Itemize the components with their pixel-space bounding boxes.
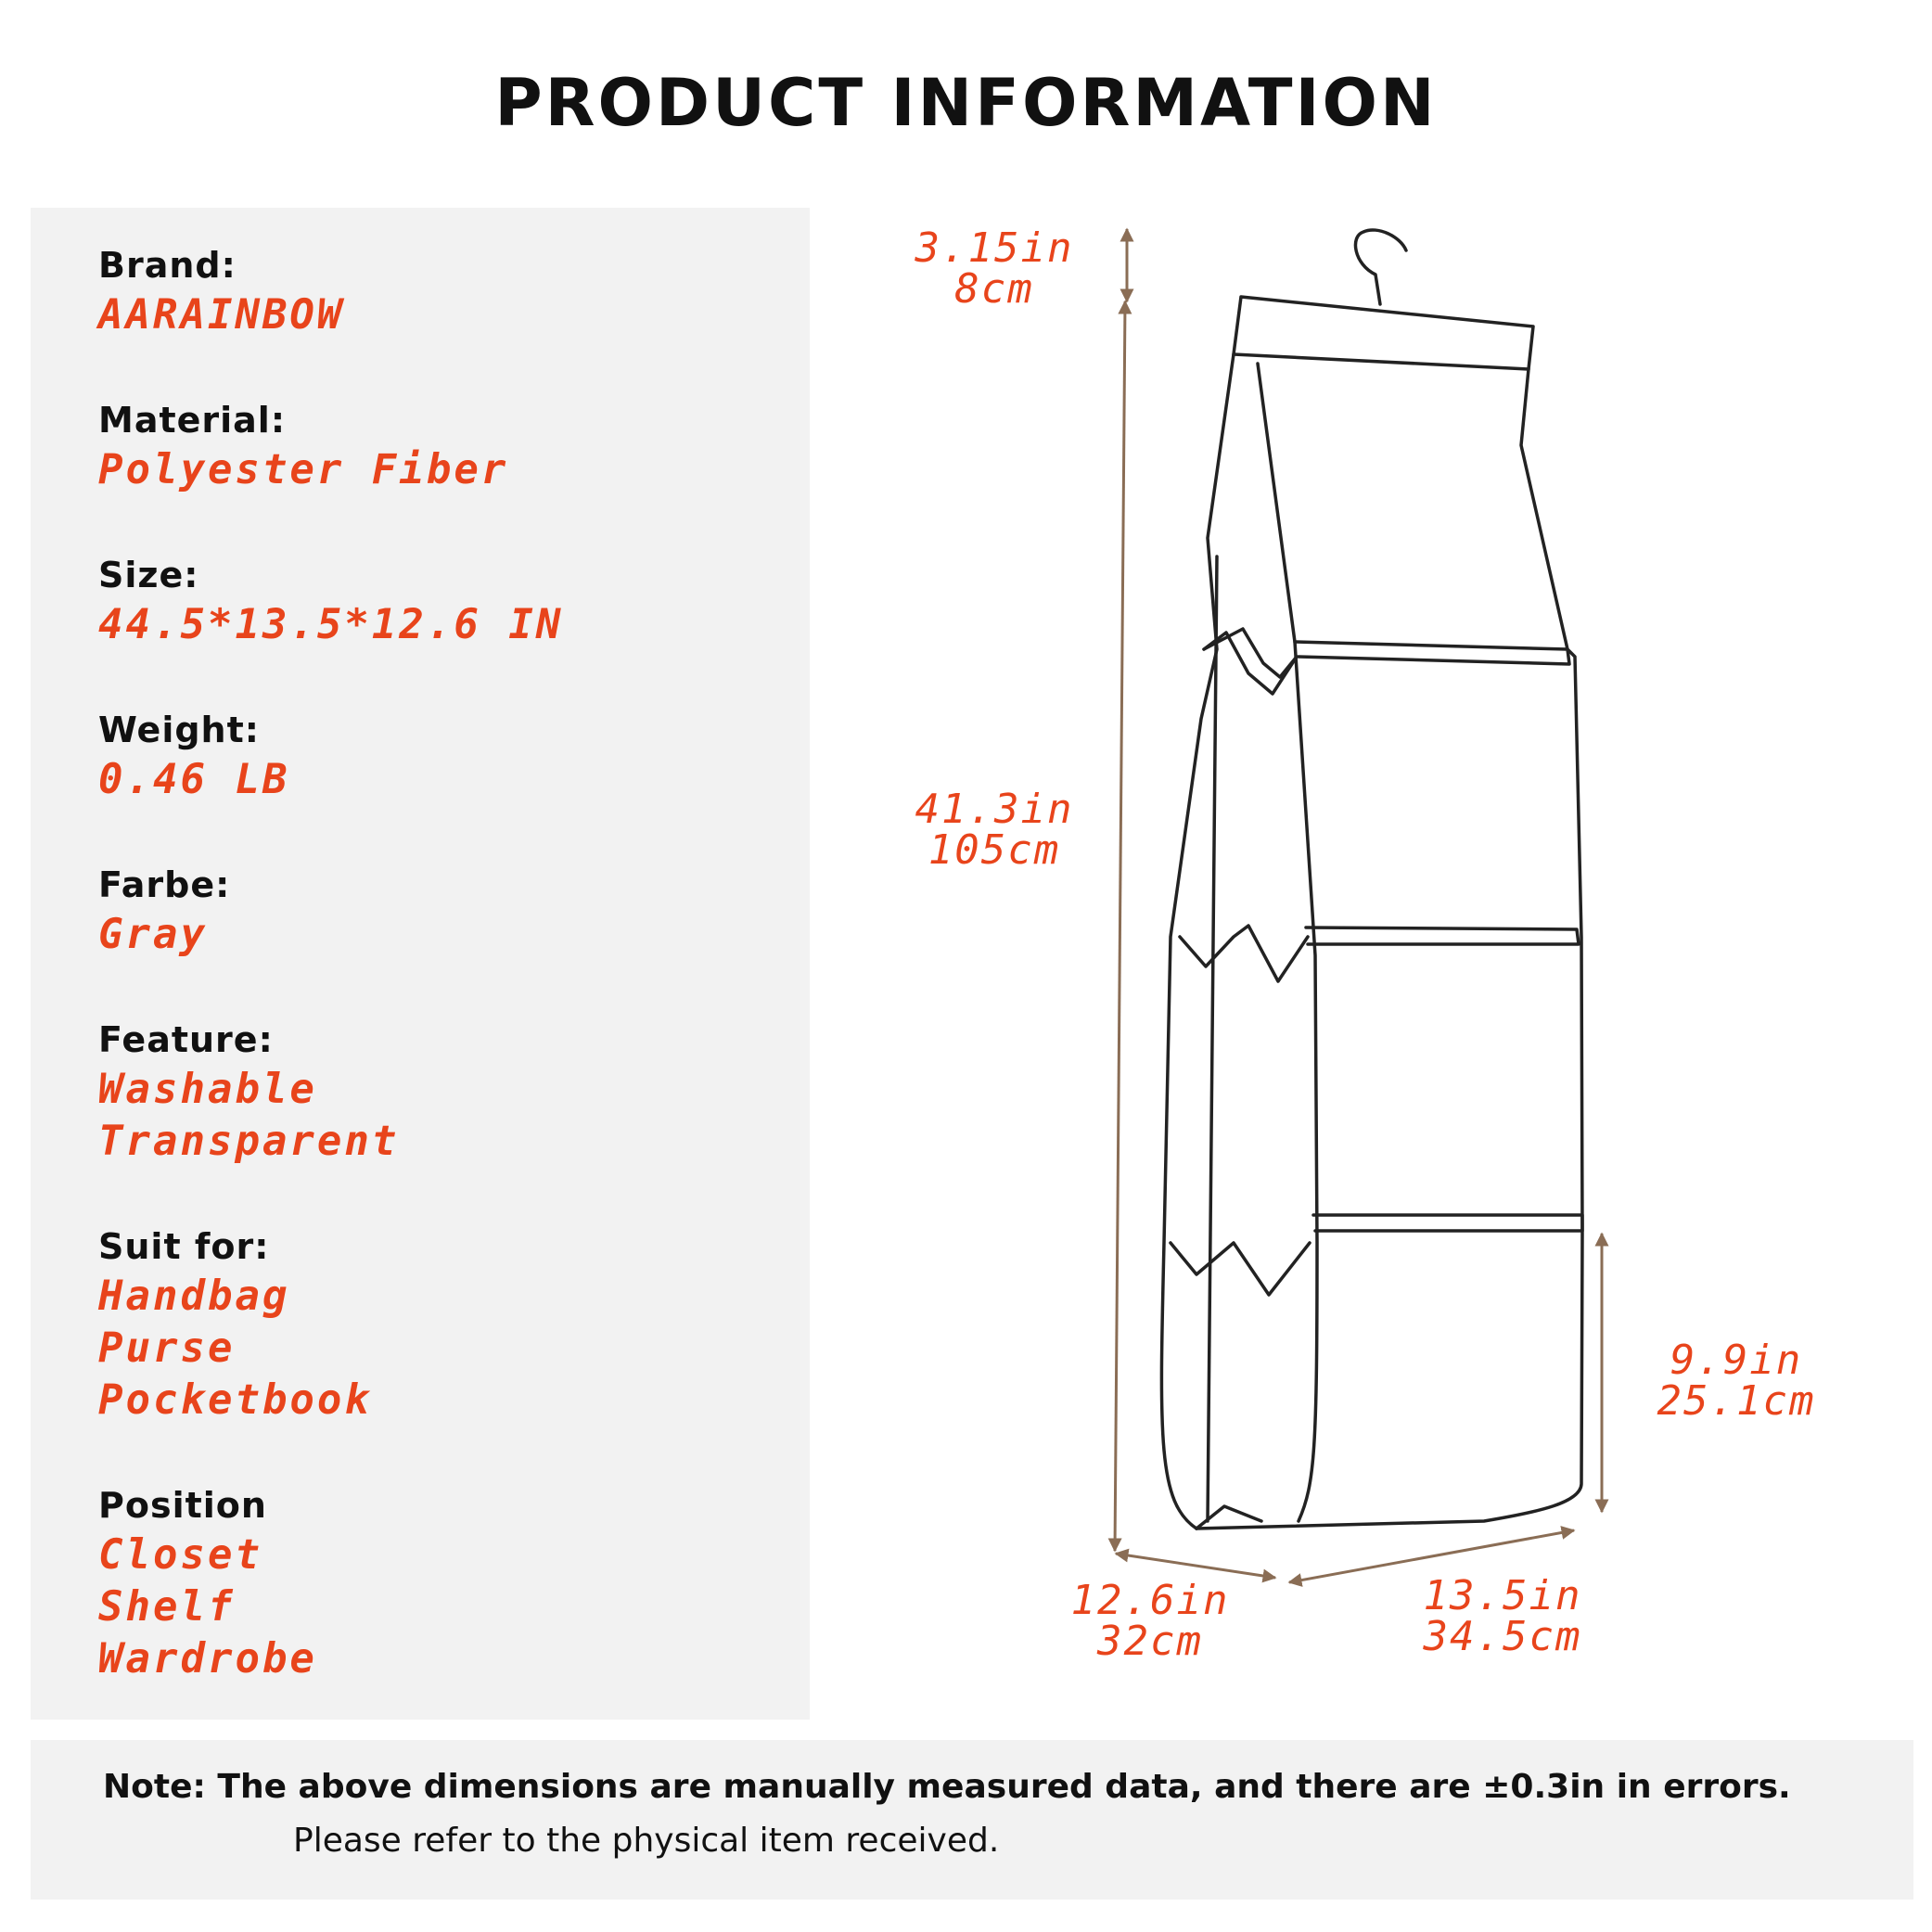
- spec-label: Material:: [98, 400, 287, 441]
- dim-line-height: [1115, 301, 1125, 1551]
- back-panel: [1161, 354, 1234, 1529]
- spec-value: Purse: [98, 1324, 236, 1372]
- spec-label: Size:: [98, 555, 199, 595]
- dim-pocket-in: 9.9in: [1670, 1337, 1803, 1384]
- dim-height-in: 41.3in: [915, 786, 1074, 833]
- note-text: Note: The above dimensions are manually measured data, and there are ±0.3in in errors.: [103, 1768, 1791, 1806]
- spec-value: Wardrobe: [98, 1635, 317, 1683]
- spec-value: Polyester Fiber: [98, 446, 509, 493]
- hanger-hook-icon: [1355, 230, 1406, 304]
- spec-value: Transparent: [98, 1118, 400, 1165]
- shelf-2: [1306, 928, 1579, 944]
- spec-value: 0.46 LB: [98, 756, 290, 803]
- spec-value: Handbag: [98, 1273, 290, 1320]
- front-left-edge: [1258, 364, 1317, 1521]
- shelf-1: [1295, 642, 1569, 664]
- shelf-3: [1313, 1215, 1582, 1231]
- front-right-edge: [1196, 369, 1582, 1529]
- zigzag-3: [1171, 1243, 1310, 1295]
- dim-depth-in: 12.6in: [1070, 1577, 1230, 1624]
- note-panel: [31, 1740, 1913, 1900]
- organizer-outline: [1161, 230, 1582, 1529]
- dimension-lines: [1115, 229, 1602, 1582]
- spec-value: Gray: [98, 911, 208, 958]
- header-band: [1234, 297, 1533, 369]
- dim-depth-cm: 32cm: [1097, 1618, 1203, 1665]
- zigzag-2: [1180, 926, 1308, 981]
- note-subtext: Please refer to the physical item received.: [293, 1822, 1000, 1860]
- dim-width-cm: 34.5cm: [1423, 1613, 1582, 1660]
- spec-value: Pocketbook: [98, 1376, 372, 1424]
- spec-value: Washable: [98, 1066, 317, 1113]
- spec-label: Suit for:: [98, 1226, 270, 1267]
- dim-top-in: 3.15in: [915, 224, 1074, 272]
- dim-pocket-cm: 25.1cm: [1657, 1377, 1816, 1425]
- zigzag-1: [1204, 629, 1297, 677]
- dim-top-cm: 8cm: [954, 265, 1034, 313]
- spec-label: Position: [98, 1485, 267, 1526]
- spec-label: Feature:: [98, 1019, 274, 1060]
- page-title: PRODUCT INFORMATION: [494, 65, 1438, 141]
- spec-value: AARAINBOW: [98, 291, 345, 339]
- spec-label: Brand:: [98, 245, 237, 286]
- spec-value: Shelf: [98, 1583, 236, 1631]
- dim-line-depth: [1116, 1554, 1275, 1578]
- dim-width-in: 13.5in: [1423, 1572, 1582, 1619]
- spec-value: 44.5*13.5*12.6 IN: [98, 601, 564, 648]
- spec-label: Farbe:: [98, 864, 231, 905]
- spec-label: Weight:: [98, 710, 260, 750]
- spec-value: Closet: [98, 1531, 262, 1579]
- dim-height-cm: 105cm: [928, 826, 1061, 874]
